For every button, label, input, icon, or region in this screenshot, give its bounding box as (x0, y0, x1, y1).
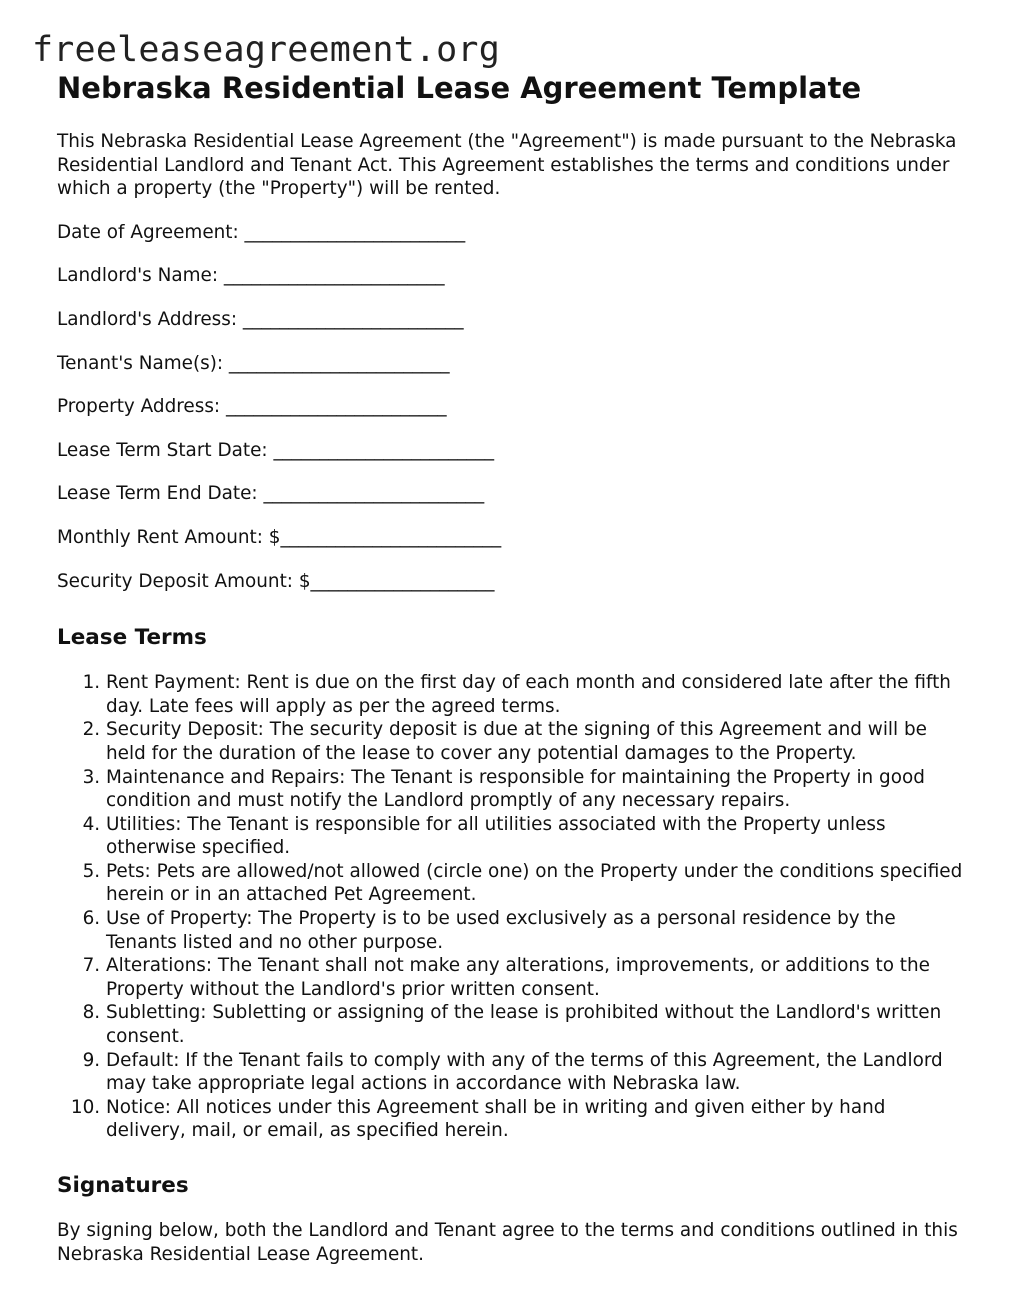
list-item: 1. Rent Payment: Rent is due on the first day of each month and considered late after the fifth day. Late fees will apply as per the agreed terms. (106, 671, 967, 718)
lease-terms-list (57, 671, 967, 1143)
list-item: 3. Maintenance and Repairs: The Tenant is responsible for maintaining the Property in good condition and must notify the Landlord promptly of any necessary repairs. (106, 766, 967, 813)
field-lease-end-date: Lease Term End Date: ________________________ (57, 483, 485, 505)
list-item: 5. Pets: Pets are allowed/not allowed (circle one) on the Property under the conditions specified herein or in an attached Pet Agreement. (106, 860, 967, 907)
field-landlord-name: Landlord's Name: ________________________ (57, 265, 445, 287)
field-monthly-rent: Monthly Rent Amount: $________________________ (57, 526, 502, 548)
field-date-of-agreement: Date of Agreement: ________________________ (57, 221, 466, 243)
agreement-fields (57, 221, 967, 593)
field-lease-start-date: Lease Term Start Date: ________________________ (57, 439, 495, 461)
list-item: 2. Security Deposit: The security deposit is due at the signing of this Agreement and will be held for the duration of the lease to cover any potential damages to the Property. (106, 718, 967, 765)
field-security-deposit: Security Deposit Amount: $____________________ (57, 570, 495, 592)
field-landlord-address: Landlord's Address: ________________________ (57, 308, 464, 330)
site-watermark: freeleaseagreement.org (32, 30, 500, 70)
document-title: Nebraska Residential Lease Agreement Template (57, 71, 862, 105)
list-item: 8. Subletting: Subletting or assigning of the lease is prohibited without the Landlord's written consent. (106, 1001, 967, 1048)
list-item: 7. Alterations: The Tenant shall not make any alterations, improvements, or additions to the Property without the Landlord's prior written consent. (106, 954, 967, 1001)
list-item: 9. Default: If the Tenant fails to comply with any of the terms of this Agreement, the Landlord may take appropriate legal actions in accordance with Nebraska law. (106, 1049, 967, 1096)
field-tenant-names: Tenant's Name(s): ________________________ (57, 352, 450, 374)
list-item: 10. Notice: All notices under this Agreement shall be in writing and given either by hand delivery, mail, or email, as specified herein. (106, 1096, 967, 1143)
signatures-paragraph: By signing below, both the Landlord and Tenant agree to the terms and conditions outlined in this Nebraska Residential Lease Agreement. (57, 1220, 958, 1265)
signatures-heading: Signatures (57, 1173, 189, 1198)
list-item: 6. Use of Property: The Property is to be used exclusively as a personal residence by the Tenants listed and no other purpose. (106, 907, 967, 954)
document-page (57, 68, 967, 1266)
lease-terms-heading: Lease Terms (57, 625, 207, 651)
field-property-address: Property Address: ________________________ (57, 396, 447, 418)
list-item: 4. Utilities: The Tenant is responsible for all utilities associated with the Property unless otherwise specified. (106, 813, 967, 860)
intro-paragraph: This Nebraska Residential Lease Agreement (the "Agreement") is made pursuant to the Nebraska Residential Landlord and Tenant Act. This Agreement establishes the terms and conditions under which a property (the "Property") will be rented. (57, 131, 957, 200)
